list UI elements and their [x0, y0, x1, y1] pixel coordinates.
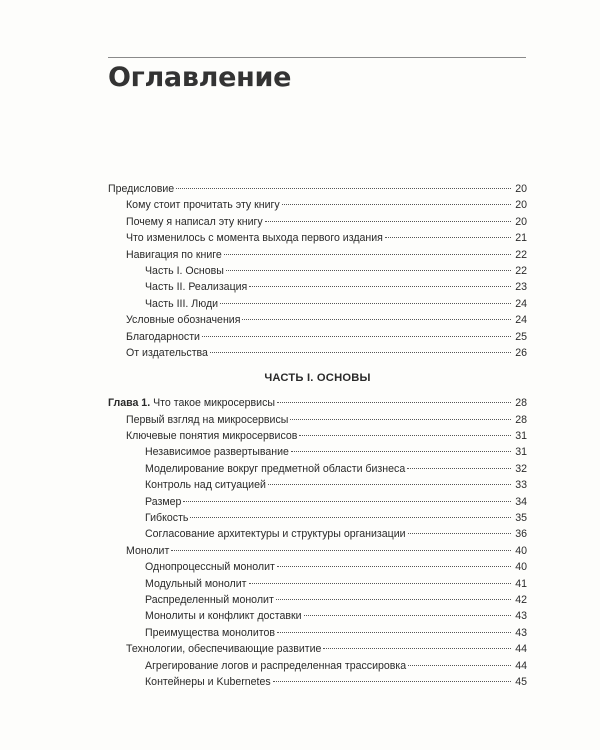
page-number: 45 [515, 675, 527, 688]
dot-leader [408, 533, 511, 534]
page-number: 20 [515, 199, 527, 212]
toc-entry-label: Условные обозначения [126, 314, 241, 327]
toc-entry[interactable] [108, 559, 527, 575]
toc-entry-label: Монолит [126, 544, 170, 557]
table-of-contents [108, 181, 527, 690]
toc-entry[interactable] [108, 263, 527, 279]
page-number: 44 [515, 643, 527, 656]
toc-entry-label: Навигация по книге [126, 248, 222, 261]
dot-leader [210, 352, 511, 353]
dot-leader [273, 681, 511, 682]
page-number: 35 [515, 512, 527, 525]
dot-leader [408, 665, 511, 666]
toc-entry[interactable] [108, 477, 527, 493]
dot-leader [277, 566, 511, 567]
dot-leader [268, 484, 511, 485]
toc-entry-label: Часть I. Основы [145, 264, 224, 277]
toc-entry[interactable] [108, 526, 527, 542]
page-number: 32 [515, 462, 527, 475]
page-number: 33 [515, 479, 527, 492]
dot-leader [249, 286, 511, 287]
dot-leader [183, 501, 511, 502]
dot-leader [304, 615, 511, 616]
toc-entry-label: Монолиты и конфликт доставки [145, 610, 302, 623]
toc-entry[interactable] [108, 329, 527, 345]
toc-entry[interactable] [108, 674, 527, 690]
dot-leader [323, 648, 511, 649]
page-number: 24 [515, 314, 527, 327]
page-number: 21 [515, 232, 527, 245]
dot-leader [276, 599, 511, 600]
page-number: 36 [515, 528, 527, 541]
toc-entry-label: Согласование архитектуры и структуры организации [145, 528, 406, 541]
toc-entry-label: Моделирование вокруг предметной области бизнеса [145, 462, 406, 475]
toc-entry-label: Модульный монолит [145, 577, 247, 590]
toc-entry-label: Однопроцессный монолит [145, 561, 275, 574]
toc-entry-label: Что изменилось с момента выхода первого издания [126, 232, 383, 245]
dot-leader [224, 254, 511, 255]
toc-entry[interactable] [108, 592, 527, 608]
page-number: 43 [515, 610, 527, 623]
toc-entry-label: Кому стоит прочитать эту книгу [126, 199, 280, 212]
toc-entry[interactable] [108, 345, 527, 361]
toc-entry-label: Преимущества монолитов [145, 626, 276, 639]
dot-leader [385, 237, 511, 238]
page-number: 22 [515, 264, 527, 277]
dot-leader [407, 468, 511, 469]
dot-leader [176, 188, 511, 189]
page-number: 20 [515, 215, 527, 228]
page-number: 25 [515, 330, 527, 343]
toc-entry[interactable] [108, 461, 527, 477]
page-title: Оглавление [108, 62, 292, 93]
top-rule [108, 57, 526, 58]
toc-entry[interactable] [108, 543, 527, 559]
dot-leader [226, 270, 511, 271]
toc-entry[interactable] [108, 279, 527, 295]
page-number: 22 [515, 248, 527, 261]
page-number: 20 [515, 183, 527, 195]
toc-entry[interactable] [108, 641, 527, 657]
page-number: 28 [515, 413, 527, 426]
toc-entry[interactable] [108, 576, 527, 592]
toc-entry-label: Благодарности [126, 330, 200, 343]
toc-entry-label: Агрегирование логов и распределенная трассировка [145, 659, 407, 672]
toc-entry[interactable] [108, 444, 527, 460]
dot-leader [171, 550, 511, 551]
toc-entry-label: Размер [145, 495, 182, 508]
toc-entry-label: От издательства [126, 346, 208, 359]
toc-entry[interactable] [108, 214, 527, 230]
page-number: 41 [515, 577, 527, 590]
dot-leader [290, 419, 511, 420]
toc-entry[interactable] [108, 247, 527, 263]
page-number: 44 [515, 659, 527, 672]
part-heading: ЧАСТЬ I. ОСНОВЫ [264, 372, 371, 385]
toc-entry[interactable] [108, 181, 527, 197]
toc-entry[interactable] [108, 625, 527, 641]
toc-entry-label: Предисловие [108, 183, 175, 195]
toc-entry-label: Контроль над ситуацией [145, 479, 266, 492]
dot-leader [265, 221, 511, 222]
toc-entry-label: Ключевые понятия микросервисов [126, 430, 298, 443]
dot-leader [277, 632, 511, 633]
page-number: 26 [515, 346, 527, 359]
page-number: 31 [515, 430, 527, 443]
page-number: 28 [515, 397, 527, 410]
page-number: 40 [515, 561, 527, 574]
page-number: 42 [515, 593, 527, 606]
toc-entry[interactable] [108, 197, 527, 213]
toc-entry[interactable] [108, 510, 527, 526]
dot-leader [242, 319, 511, 320]
chapter-title: Что такое микросервисы [153, 397, 275, 410]
toc-entry-label: Почему я написал эту книгу [126, 215, 263, 228]
dot-leader [190, 517, 511, 518]
dot-leader [299, 435, 511, 436]
dot-leader [249, 583, 511, 584]
toc-entry-label [108, 395, 275, 411]
toc-entry[interactable] [108, 608, 527, 624]
toc-entry-label: Независимое развертывание [145, 446, 289, 459]
toc-entry-label: Гибкость [145, 512, 189, 525]
page-number: 24 [515, 297, 527, 310]
dot-leader [220, 303, 511, 304]
dot-leader [277, 402, 511, 403]
toc-entry[interactable] [108, 428, 527, 444]
page-number: 31 [515, 446, 527, 459]
dot-leader [202, 336, 511, 337]
toc-entry-label: Распределенный монолит [145, 593, 274, 606]
toc-entry-label: Часть III. Люди [145, 297, 219, 310]
dot-leader [282, 204, 511, 205]
chapter-prefix: Глава 1. [108, 397, 151, 410]
toc-entry[interactable] [108, 296, 527, 312]
toc-entry[interactable] [108, 312, 527, 328]
part1-section [108, 395, 527, 690]
toc-entry[interactable] [108, 230, 527, 246]
toc-entry-label: Контейнеры и Kubernetes [145, 675, 271, 688]
toc-entry[interactable] [108, 395, 527, 411]
page-number: 23 [515, 281, 527, 294]
toc-entry[interactable] [108, 494, 527, 510]
toc-entry-label: Первый взгляд на микросервисы [126, 413, 289, 426]
page-number: 34 [515, 495, 527, 508]
page-number: 40 [515, 544, 527, 557]
toc-entry[interactable] [108, 658, 527, 674]
dot-leader [291, 451, 511, 452]
toc-entry-label: Технологии, обеспечивающие развитие [126, 643, 322, 656]
preface-section [108, 181, 527, 361]
toc-entry[interactable] [108, 412, 527, 428]
toc-entry-label: Часть II. Реализация [145, 281, 248, 294]
page-number: 43 [515, 626, 527, 639]
